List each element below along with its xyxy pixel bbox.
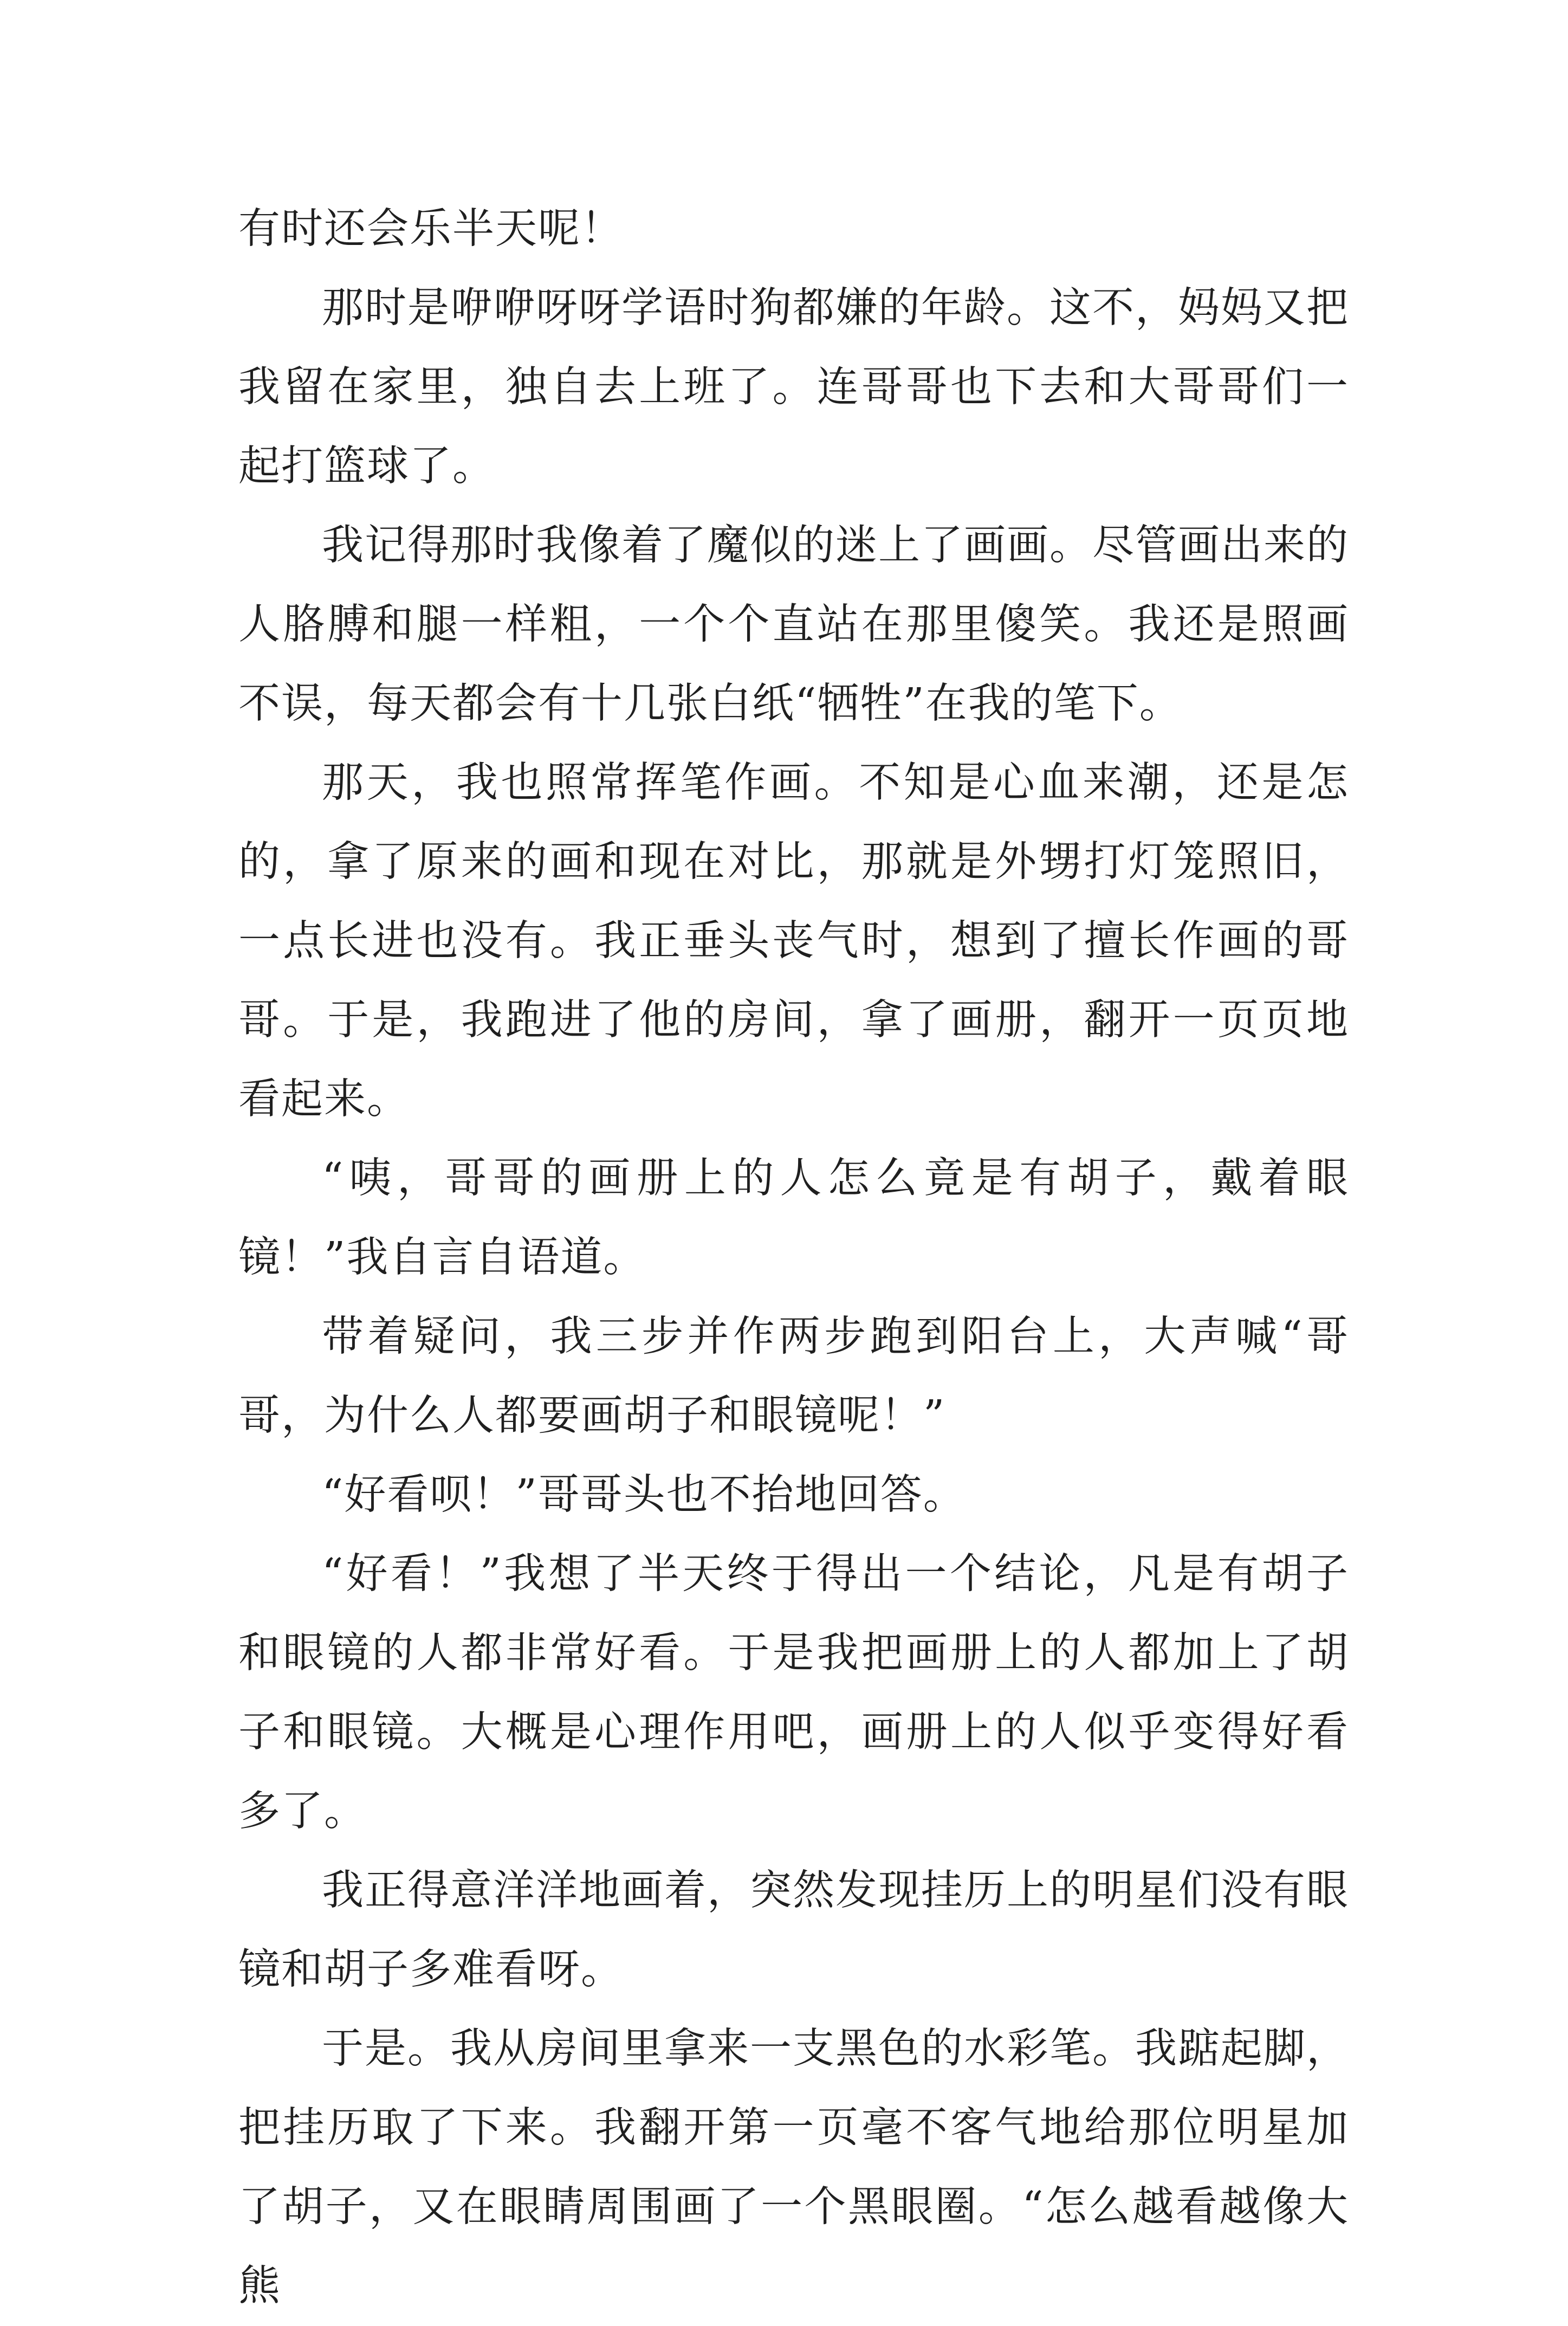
essay-body	[238, 190, 1349, 2326]
paragraph-6: 带着疑问，我三步并作两步跑到阳台上，大声喊“哥哥，为什么人都要画胡子和眼镜呢！”	[238, 1313, 1349, 1440]
paragraph-7: “好看呗！”哥哥头也不抬地回答。	[322, 1471, 966, 1519]
paragraph-3: 我记得那时我像着了魔似的迷上了画画。尽管画出来的人胳膊和腿一样粗，一个个直站在那里傻笑。我还是照画不误，每天都会有十几张白纸“牺牲”在我的笔下。	[238, 521, 1349, 728]
paragraph-4: 那天，我也照常挥笔作画。不知是心血来潮，还是怎的，拿了原来的画和现在对比，那就是外甥打灯笼照旧，一点长进也没有。我正垂头丧气时，想到了擅长作画的哥哥。于是，我跑进了他的房间，拿了画册，翻开一页页地看起来。	[238, 759, 1349, 1123]
paragraph-10: 于是。我从房间里拿来一支黑色的水彩笔。我踮起脚，把挂历取了下来。我翻开第一页毫不客气地给那位明星加了胡子，又在眼睛周围画了一个黑眼圈。“怎么越看越像大熊	[238, 2025, 1349, 2310]
paragraph-2: 那时是咿咿呀呀学语时狗都嫌的年龄。这不，妈妈又把我留在家里，独自去上班了。连哥哥也下去和大哥哥们一起打篮球了。	[238, 284, 1349, 490]
paragraph-8: “好看！”我想了半天终于得出一个结论，凡是有胡子和眼镜的人都非常好看。于是我把画册上的人都加上了胡子和眼镜。大概是心理作用吧，画册上的人似乎变得好看多了。	[238, 1550, 1349, 1836]
paragraph-9: 我正得意洋洋地画着，突然发现挂历上的明星们没有眼镜和胡子多难看呀。	[238, 1866, 1349, 1994]
paragraph-5: “咦，哥哥的画册上的人怎么竟是有胡子，戴着眼镜！”我自言自语道。	[238, 1154, 1349, 1282]
paragraph-1: 有时还会乐半天呢！	[238, 205, 624, 253]
